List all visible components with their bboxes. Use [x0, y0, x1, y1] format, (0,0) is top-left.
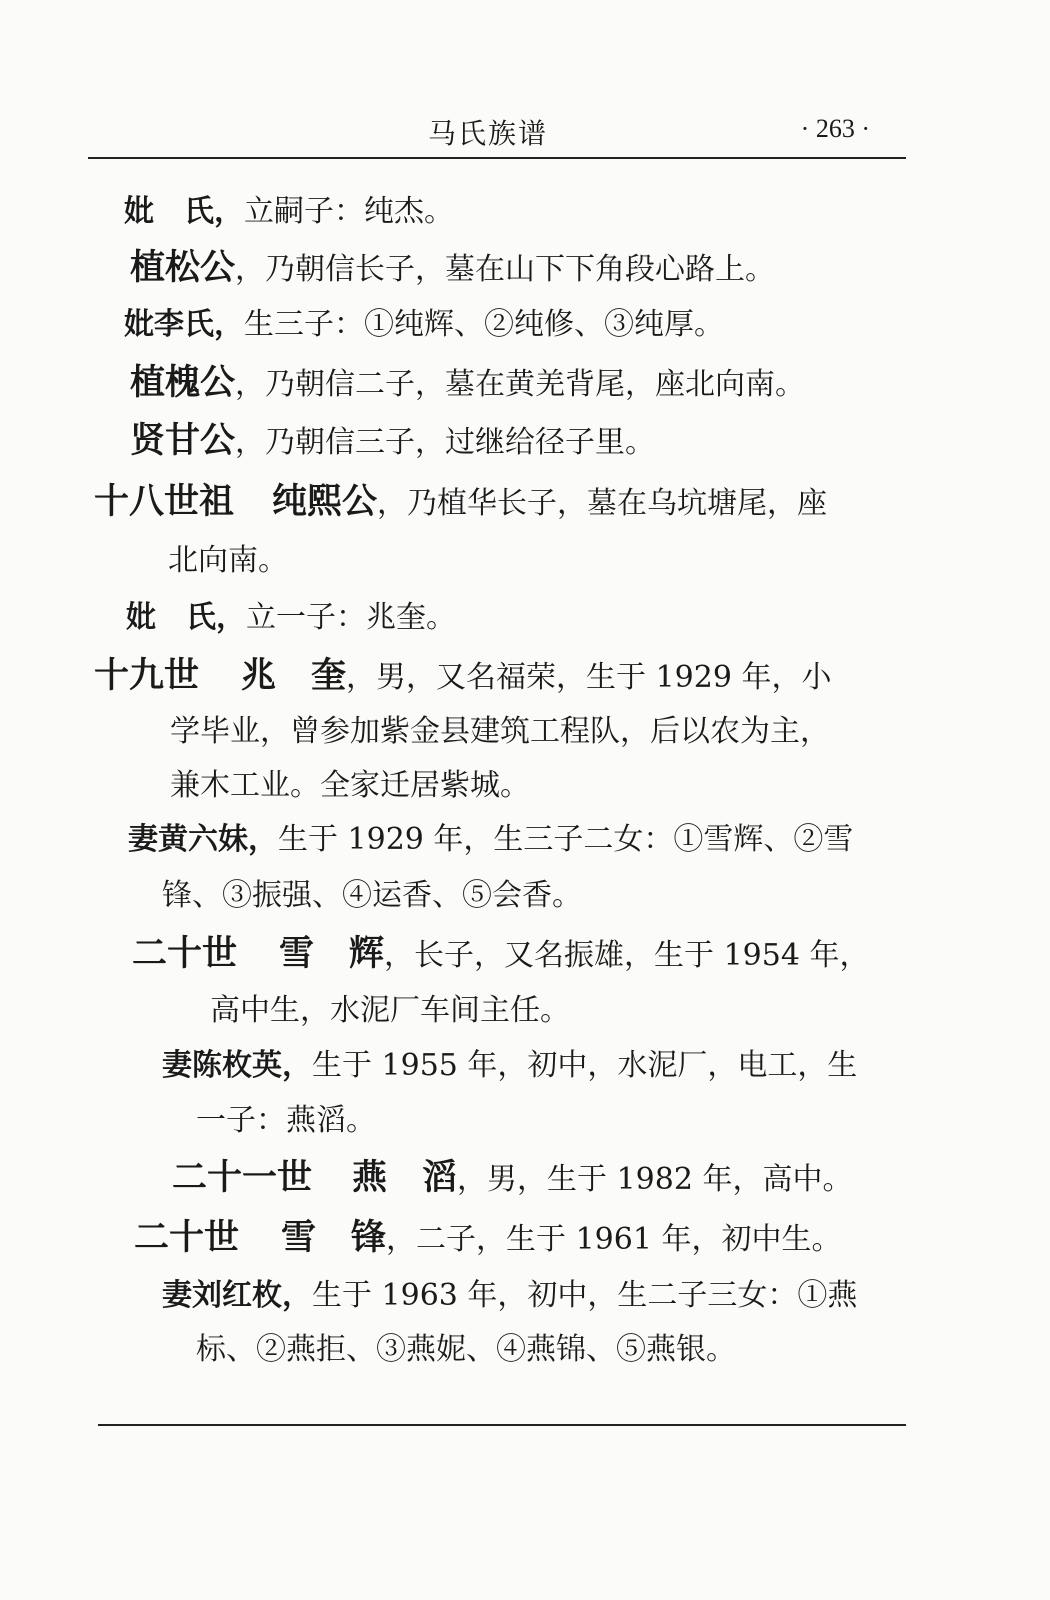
text-line: [130, 421, 655, 463]
entry-text: 锋、③振强、④运香、⑤会香。: [162, 878, 582, 913]
generation-label: 二十一世: [172, 1158, 313, 1198]
entry-text: 立嗣子：纯杰。: [244, 194, 454, 229]
book-title: 马氏族谱: [428, 117, 549, 150]
entry-text: ，乃植华长子，墓在乌坑塘尾，座: [377, 486, 828, 521]
entry-name: 植槐公: [130, 363, 236, 403]
entry-text: ，乃朝信三子，过继给径子里。: [235, 425, 656, 460]
text-line: [168, 541, 288, 581]
text-line: [170, 712, 830, 752]
entry-text: ，男，生于 1982 年，高中。: [457, 1162, 853, 1197]
entry-text: 一子：燕滔。: [196, 1103, 376, 1138]
generation-label: 二十世: [132, 934, 238, 974]
text-line: [94, 656, 831, 698]
generation-label: 十八世祖: [94, 482, 235, 522]
text-line: [128, 820, 853, 860]
text-line: [162, 876, 582, 916]
entry-text: 北向南。: [168, 543, 288, 578]
entry-text: ，长子，又名振雄，生于 1954 年，: [384, 938, 870, 973]
text-line: [124, 305, 724, 345]
text-line: [210, 991, 570, 1031]
entry-lead: 妣 氏，: [126, 600, 246, 635]
text-line: [196, 1330, 736, 1370]
text-line: [132, 934, 869, 976]
entry-text: ，男，又名福荣，生于 1929 年，小: [346, 660, 832, 695]
generation-label: 十九世: [94, 656, 200, 696]
entry-text: 生于 1955 年，初中，水泥厂，电工，生: [312, 1048, 858, 1083]
entry-text: 生三子：①纯辉、②纯修、③纯厚。: [244, 307, 724, 342]
entry-name: 雪 辉: [279, 934, 385, 974]
text-line: [196, 1101, 376, 1141]
entry-name: 雪 锋: [281, 1218, 387, 1258]
entry-name: 兆 奎: [241, 656, 347, 696]
entry-text: 生于 1929 年，生三子二女：①雪辉、②雪: [278, 822, 854, 857]
entry-text: ，二子，生于 1961 年，初中生。: [386, 1222, 842, 1257]
page-header: [88, 112, 906, 152]
text-line: [94, 482, 827, 524]
footer-rule: [98, 1424, 906, 1426]
entry-text: 高中生，水泥厂车间主任。: [210, 993, 570, 1028]
entry-text: 立一子：兆奎。: [246, 600, 456, 635]
entry-name: 贤甘公: [130, 421, 236, 461]
header-rule: [88, 157, 906, 159]
entry-text: 生于 1963 年，初中，生二子三女：①燕: [312, 1278, 858, 1313]
entry-lead: 妣李氏，: [124, 307, 244, 342]
entry-text: ，乃朝信二子，墓在黄羌背尾，座北向南。: [235, 367, 806, 402]
entry-lead: 妻黄六妹，: [128, 822, 278, 857]
generation-label: 二十世: [134, 1218, 240, 1258]
page-number: · 263 ·: [800, 114, 870, 143]
text-line: [162, 1276, 857, 1316]
text-line: [124, 192, 454, 232]
entry-name: 纯熙公: [272, 482, 378, 522]
entry-lead: 妣 氏，: [124, 194, 244, 229]
text-line: [162, 1046, 857, 1086]
text-line: [126, 598, 456, 638]
entry-name: 燕 滔: [352, 1158, 458, 1198]
entry-text: 标、②燕拒、③燕妮、④燕锦、⑤燕银。: [196, 1332, 736, 1367]
text-line: [130, 248, 775, 290]
entry-text: 学毕业，曾参加紫金县建筑工程队，后以农为主，: [170, 714, 830, 749]
text-line: [172, 1158, 852, 1200]
text-line: [170, 766, 530, 806]
entry-lead: 妻刘红枚，: [162, 1278, 312, 1313]
entry-text: 兼木工业。全家迁居紫城。: [170, 768, 530, 803]
text-line: [134, 1218, 841, 1260]
entry-text: ，乃朝信长子，墓在山下下角段心路上。: [235, 252, 776, 287]
text-line: [130, 363, 805, 405]
entry-lead: 妻陈枚英，: [162, 1048, 312, 1083]
entry-name: 植松公: [130, 248, 236, 288]
